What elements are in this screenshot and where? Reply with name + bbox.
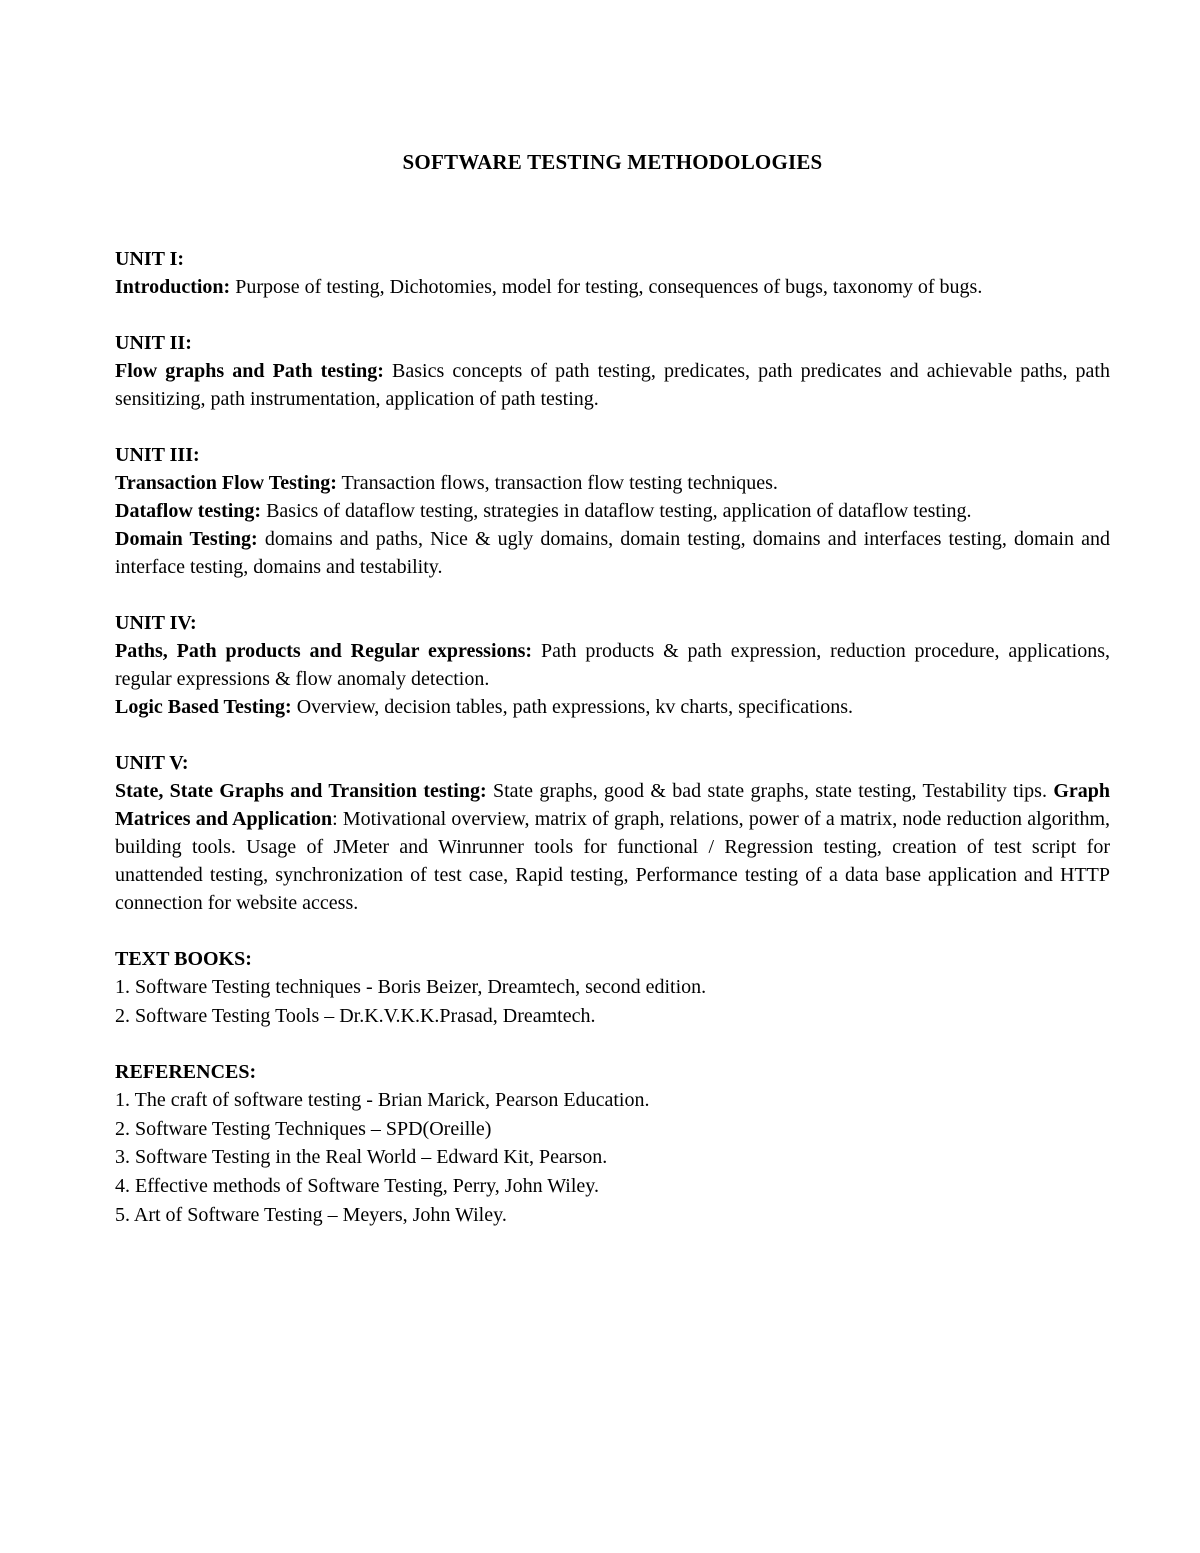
topic-text: Path products & path expression, reduction procedure, applications, regular expressions & flow anomaly detection. [115,640,1110,690]
text-books-section [115,945,1110,1030]
topic-text: Overview, decision tables, path expressions, kv charts, specifications. [291,696,854,718]
topic-label: Dataflow testing: [115,500,262,522]
list-item: 1. The craft of software testing - Brian Marick, Pearson Education. [115,1089,650,1112]
topic-label: Logic Based Testing: [115,696,292,718]
topic-paragraph [115,693,1110,721]
topic-paragraph [115,497,1110,525]
topic-label: Paths, Path products and Regular expressions: [115,640,533,662]
unit-4-section [115,609,1110,721]
list-item: 1. Software Testing techniques - Boris Beizer, Dreamtech, second edition. [115,976,707,998]
topic-text: domains and paths, Nice & ugly domains, domain testing, domains and interfaces testing, domain and interface testing, domains and testability. [115,528,1110,578]
topic-paragraph [115,777,1110,917]
list-item: 3. Software Testing in the Real World – Edward Kit, Pearson. [115,1146,608,1169]
unit-heading: UNIT III: [115,444,200,466]
unit-heading: UNIT II: [115,332,192,354]
page-title: SOFTWARE TESTING METHODOLOGIES [402,150,823,174]
topic-label: Flow graphs and Path testing: [115,360,384,382]
topic-label: Introduction: [115,276,231,298]
topic-text: Transaction flows, transaction flow testing techniques. [336,472,778,494]
topic-paragraph [115,357,1110,413]
unit-2-section [115,329,1110,413]
unit-3-section [115,441,1110,581]
list-item: 2. Software Testing Tools – Dr.K.V.K.K.Prasad, Dreamtech. [115,1004,596,1027]
topic-label: Transaction Flow Testing: [115,472,337,494]
topic-text: State graphs, good & bad state graphs, state testing, Testability tips. [486,780,1054,802]
topic-paragraph [115,637,1110,693]
unit-heading: UNIT V: [115,752,189,774]
list-item: 4. Effective methods of Software Testing, Perry, John Wiley. [115,1174,599,1197]
unit-heading: UNIT IV: [115,612,197,634]
unit-5-section [115,749,1110,917]
list-item: 5. Art of Software Testing – Meyers, John Wiley. [115,1203,507,1226]
topic-paragraph [115,273,1110,301]
topic-label: State, State Graphs and Transition testing: [115,780,487,802]
topic-paragraph [115,469,1110,497]
topic-paragraph [115,525,1110,581]
topic-text: Purpose of testing, Dichotomies, model for testing, consequences of bugs, taxonomy of bugs. [230,276,983,298]
list-item: 2. Software Testing Techniques – SPD(Oreille) [115,1117,492,1140]
topic-text-secondary: : Motivational overview, matrix of graph, relations, power of a matrix, node reduction algorithm, building tools. Usage of JMeter and Winrunner tools for functional / Regression testing, creation of test script for unattended testing, synchronization of test case, Rapid testing, Performance testing of a data base application and HTTP connection for website access. [115,808,1110,914]
topic-text: Basics of dataflow testing, strategies in dataflow testing, application of dataflow testing. [261,500,972,522]
text-books-heading: TEXT BOOKS: [115,948,252,970]
references-heading: REFERENCES: [115,1061,257,1084]
references-section [115,1058,1110,1229]
topic-label-secondary: Graph Matrices and Application [115,780,1111,830]
unit-1-section [115,245,1110,301]
topic-text: Basics concepts of path testing, predicates, path predicates and achievable paths, path sensitizing, path instrumentation, application of path testing. [115,360,1110,410]
unit-heading: UNIT I: [115,248,185,270]
topic-label: Domain Testing: [115,528,258,550]
